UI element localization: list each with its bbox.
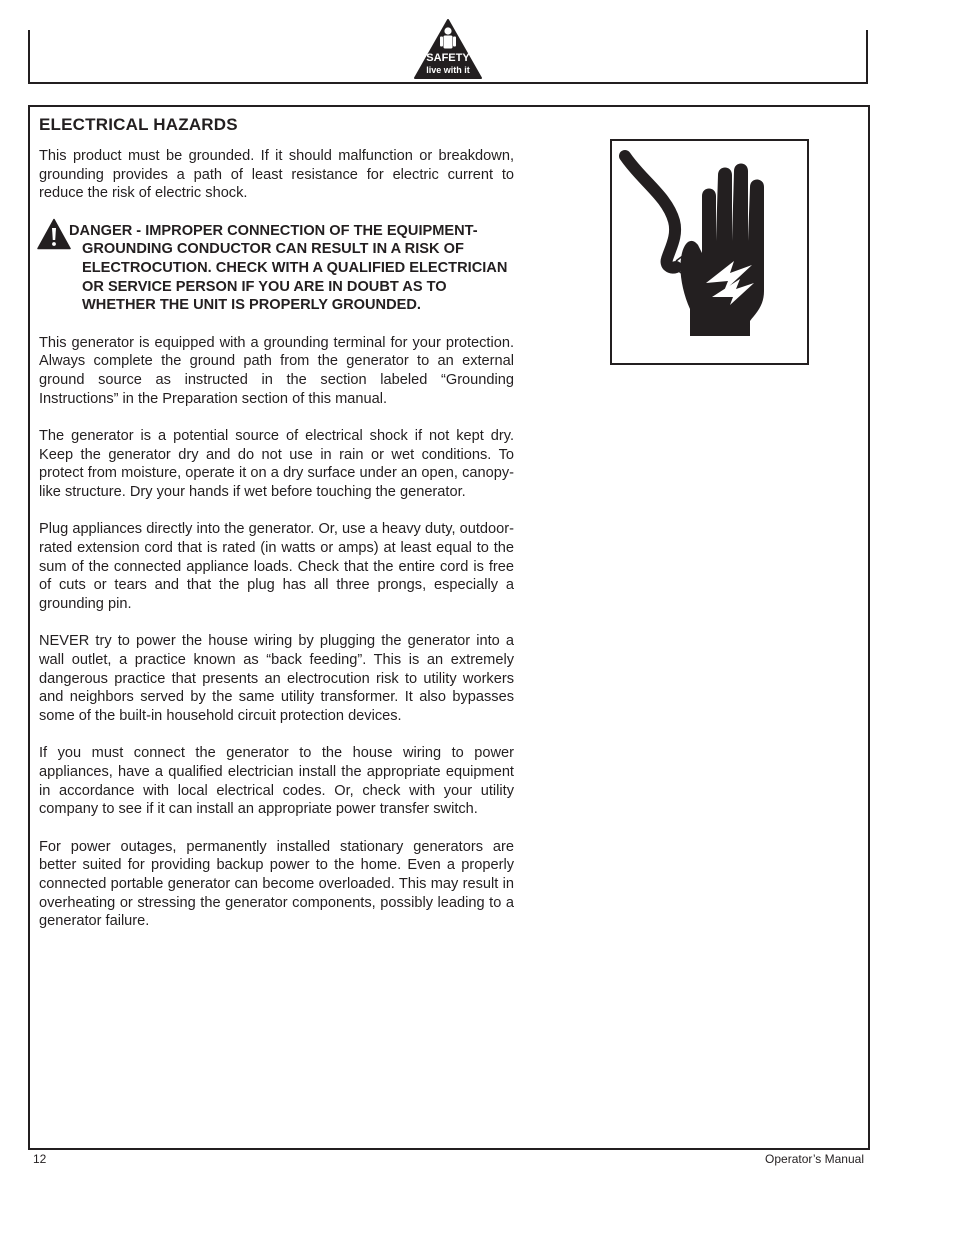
paragraph-house-wiring: If you must connect the generator to the house wiring to power appliances, have a qualified electrician install the appropriate equipment in accordance with local electrical codes. Or, check with your utility company to see if it can install an appropriate power transfer switch. [39, 745, 514, 818]
text-column [39, 147, 514, 950]
paragraph-grounding: This product must be grounded. If it should malfunction or breakdown, grounding provides a path of least resistance for electric current to reduce the risk of electric shock. [39, 148, 514, 202]
manual-title: Operator’s Manual [765, 1152, 864, 1166]
electric-shock-hazard-image [610, 139, 809, 365]
page-number: 12 [33, 1152, 47, 1166]
danger-notice [39, 222, 514, 316]
warning-triangle-icon [37, 218, 71, 250]
electric-shock-hand-icon [612, 141, 807, 363]
logo-line-tagline: live with it [426, 65, 470, 75]
safety-logo [413, 18, 483, 80]
danger-text: DANGER - IMPROPER CONNECTION OF THE EQUIPMENT-GROUNDING CONDUCTOR CAN RESULT IN A RISK OF ELECTROCUTION. CHECK WITH A QUALIFIED ELECTRICIAN OR SERVICE PERSON IF YOU ARE IN DOUBT AS TO WHETHER THE UNIT IS PROPERLY GROUNDED. [69, 222, 508, 314]
logo-line-safety: SAFETY [426, 52, 470, 64]
paragraph-extension-cord: Plug appliances directly into the generator. Or, use a heavy duty, outdoor-rated extension cord that is rated (in watts or amps) at least equal to the sum of the connected appliance loads. Check that the entire cord is free of cuts or tears and that the plug has all three prongs, especially a grounding pin. [39, 521, 514, 613]
safety-person-triangle-icon [413, 18, 483, 80]
paragraph-back-feeding: NEVER try to power the house wiring by plugging the generator into a wall outlet, a practice known as “back feeding”. This is an extremely dangerous practice that presents an electrocution risk to utility workers and neighbors served by the same utility transformer. It also bypasses some of the built-in household circuit protection devices. [39, 633, 514, 725]
paragraph-keep-dry: The generator is a potential source of electrical shock if not kept dry. Keep the generator dry and do not use in rain or wet conditions. To protect from moisture, operate it on a dry surface under an open, canopy-like structure. Dry your hands if wet before touching the generator. [39, 427, 514, 501]
paragraph-grounding-terminal: This generator is equipped with a grounding terminal for your protection. Always complete the ground path from the generator to an external ground source as instructed in the section labeled “Grounding Instructions” in the Preparation section of this manual. [39, 334, 514, 407]
paragraph-power-outages: For power outages, permanently installed stationary generators are better suited for providing backup power to the home. Even a properly connected portable generator can become overloaded. This may result in overheating or stressing the generator components, possibly leading to a generator failure. [39, 838, 514, 930]
section-title: ELECTRICAL HAZARDS [39, 115, 238, 134]
